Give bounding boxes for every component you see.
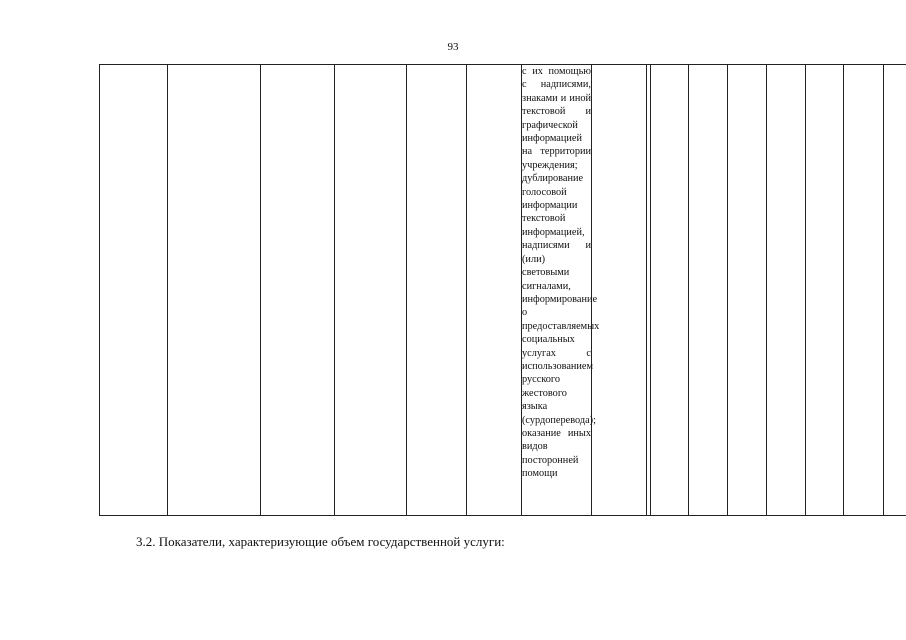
table-row (100, 65, 906, 516)
table-cell (884, 65, 906, 516)
cell-text: с их помощью с надписями, знаками и иной текстовой и графической информацией на территории учреждения; дублирование голосовой информации текстовой информацией, надписями и (или) световыми сигналами, информирование о предоставляемых социальных услугах с использованием русского жестового языка (сурдоперевода); оказание иных видов посторонней помощи (522, 66, 600, 480)
page-number: 93 (447, 41, 459, 53)
table-cell-service-description (522, 65, 600, 516)
table-cell (335, 65, 407, 516)
table-cell (806, 65, 844, 516)
table-cell (651, 65, 689, 516)
table-cell (168, 65, 261, 516)
table-cell (261, 65, 335, 516)
table-cell (844, 65, 884, 516)
table-cell (407, 65, 467, 516)
section-heading: 3.2. Показатели, характеризующие объем государственной услуги: (136, 534, 505, 549)
table-cell (592, 65, 647, 516)
table-cell (689, 65, 728, 516)
table-cell (728, 65, 767, 516)
table-cell (767, 65, 806, 516)
service-quality-table (99, 64, 906, 516)
table-cell (100, 65, 168, 516)
table-cell (467, 65, 522, 516)
